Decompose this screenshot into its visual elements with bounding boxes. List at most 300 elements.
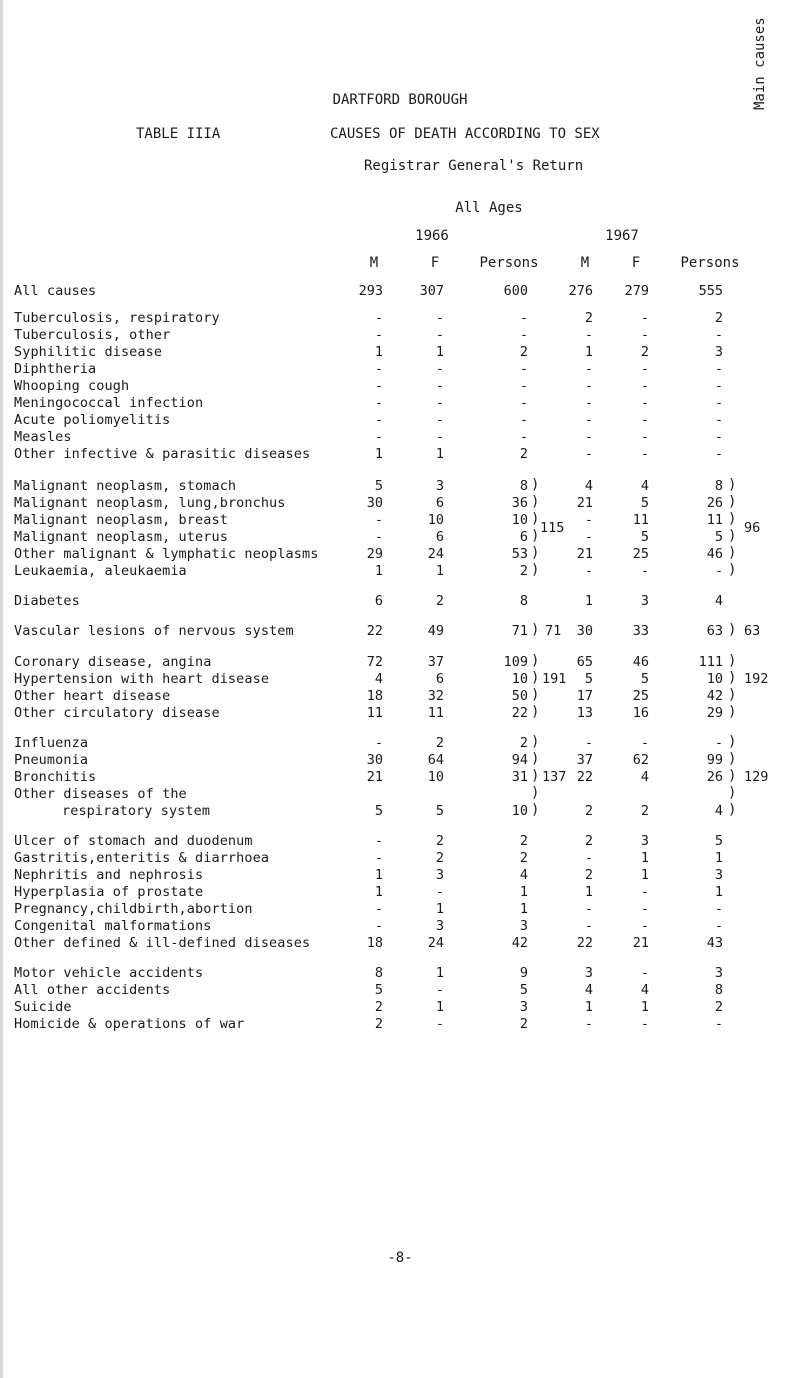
table-cell: - bbox=[584, 1016, 593, 1032]
table-cell: - bbox=[714, 361, 723, 377]
table-cell: 3 bbox=[584, 965, 593, 981]
table-cell: 4 bbox=[640, 769, 649, 785]
year-1966-header: 1966 bbox=[415, 228, 449, 244]
group-total-circulatory-main: 192 bbox=[744, 671, 769, 687]
table-cell: 4 bbox=[640, 982, 649, 998]
group-bracket-1966: ) bbox=[531, 785, 540, 801]
table-cell: 3 bbox=[519, 999, 528, 1015]
table-cell: 276 bbox=[568, 283, 593, 299]
row-label: Hypertension with heart disease bbox=[14, 671, 270, 687]
row-label: Gastritis,enteritis & diarrhoea bbox=[14, 850, 270, 866]
table-cell: 4 bbox=[584, 478, 593, 494]
group-total-vascular-main: 63 bbox=[744, 623, 761, 639]
row-label: Congenital malformations bbox=[14, 918, 212, 934]
row-label: Leukaemia, aleukaemia bbox=[14, 563, 187, 579]
table-cell: 5 bbox=[640, 529, 649, 545]
table-cell: 26 bbox=[706, 495, 723, 511]
row-label: Other circulatory disease bbox=[14, 705, 220, 721]
group-bracket-1966: ) bbox=[531, 768, 540, 784]
table-cell: 10 bbox=[511, 512, 528, 528]
group-bracket-1966: ) bbox=[531, 751, 540, 767]
col-persons-1967: Persons bbox=[680, 255, 740, 271]
row-label: Influenza bbox=[14, 735, 89, 751]
group-bracket-1967: ) bbox=[728, 545, 737, 561]
table-cell: 2 bbox=[714, 999, 723, 1015]
table-cell: 6 bbox=[374, 593, 383, 609]
table-cell: - bbox=[435, 361, 444, 377]
table-cell: 21 bbox=[366, 769, 383, 785]
table-cell: 1 bbox=[519, 901, 528, 917]
table-cell: 2 bbox=[519, 563, 528, 579]
table-cell: 1 bbox=[435, 344, 444, 360]
table-cell: 1 bbox=[584, 593, 593, 609]
table-cell: - bbox=[584, 901, 593, 917]
row-label: respiratory system bbox=[62, 803, 211, 819]
table-cell: 13 bbox=[576, 705, 593, 721]
table-cell: 3 bbox=[714, 965, 723, 981]
table-cell: 2 bbox=[519, 833, 528, 849]
table-cell: 4 bbox=[640, 478, 649, 494]
group-total-respiratory-main: 129 bbox=[744, 769, 769, 785]
table-cell: 1 bbox=[714, 884, 723, 900]
table-cell: 2 bbox=[519, 735, 528, 751]
table-cell: - bbox=[374, 327, 383, 343]
table-cell: 30 bbox=[576, 623, 593, 639]
table-cell: 22 bbox=[576, 769, 593, 785]
table-cell: 37 bbox=[427, 654, 444, 670]
table-cell: - bbox=[374, 310, 383, 326]
group-bracket-1967: ) bbox=[728, 768, 737, 784]
table-cell: - bbox=[584, 850, 593, 866]
table-cell: - bbox=[374, 735, 383, 751]
row-label: Other diseases of the bbox=[14, 786, 187, 802]
table-cell: 10 bbox=[427, 512, 444, 528]
table-cell: - bbox=[519, 429, 528, 445]
table-cell: - bbox=[714, 1016, 723, 1032]
table-cell: 279 bbox=[624, 283, 649, 299]
table-cell: 50 bbox=[511, 688, 528, 704]
main-causes-header: Main causes bbox=[752, 17, 768, 110]
table-cell: 46 bbox=[706, 546, 723, 562]
group-bracket-1967: ) bbox=[728, 494, 737, 510]
table-cell: 21 bbox=[576, 546, 593, 562]
group-bracket-1966: ) bbox=[531, 622, 540, 638]
table-cell: 2 bbox=[584, 867, 593, 883]
row-label: Motor vehicle accidents bbox=[14, 965, 204, 981]
group-bracket-1967: ) bbox=[728, 687, 737, 703]
table-cell: - bbox=[640, 1016, 649, 1032]
table-cell: 64 bbox=[427, 752, 444, 768]
table-cell: 3 bbox=[519, 918, 528, 934]
table-cell: 2 bbox=[519, 344, 528, 360]
table-cell: 8 bbox=[714, 478, 723, 494]
table-cell: - bbox=[374, 833, 383, 849]
table-cell: 32 bbox=[427, 688, 444, 704]
table-cell: 2 bbox=[714, 310, 723, 326]
table-cell: 2 bbox=[640, 803, 649, 819]
table-cell: - bbox=[640, 429, 649, 445]
table-cell: 65 bbox=[576, 654, 593, 670]
table-cell: 1 bbox=[640, 867, 649, 883]
table-cell: - bbox=[374, 918, 383, 934]
table-cell: 94 bbox=[511, 752, 528, 768]
table-cell: 49 bbox=[427, 623, 444, 639]
table-cell: - bbox=[584, 361, 593, 377]
row-label: All causes bbox=[14, 283, 97, 299]
table-cell: 3 bbox=[435, 867, 444, 883]
table-cell: - bbox=[714, 378, 723, 394]
row-label: Tuberculosis, other bbox=[14, 327, 171, 343]
row-label: Malignant neoplasm, breast bbox=[14, 512, 228, 528]
group-bracket-1967: ) bbox=[728, 477, 737, 493]
table-cell: - bbox=[435, 982, 444, 998]
row-label: Other heart disease bbox=[14, 688, 171, 704]
table-cell: 600 bbox=[503, 283, 528, 299]
table-cell: 6 bbox=[435, 671, 444, 687]
table-cell: 3 bbox=[714, 867, 723, 883]
table-cell: - bbox=[714, 395, 723, 411]
table-cell: 42 bbox=[511, 935, 528, 951]
group-bracket-1966: ) bbox=[531, 687, 540, 703]
table-cell: 10 bbox=[511, 671, 528, 687]
table-cell: - bbox=[640, 901, 649, 917]
group-bracket-1967: ) bbox=[728, 785, 737, 801]
page-number: -8- bbox=[387, 1250, 413, 1266]
table-cell: - bbox=[435, 395, 444, 411]
table-cell: 11 bbox=[632, 512, 649, 528]
table-cell: 5 bbox=[374, 478, 383, 494]
table-cell: 36 bbox=[511, 495, 528, 511]
table-cell: 4 bbox=[584, 982, 593, 998]
group-bracket-1966: ) bbox=[531, 670, 540, 686]
row-label: Other defined & ill-defined diseases bbox=[14, 935, 311, 951]
col-m-1966: M bbox=[369, 255, 379, 271]
group-bracket-1966: ) bbox=[531, 562, 540, 578]
row-label: Diabetes bbox=[14, 593, 80, 609]
borough-title: DARTFORD BOROUGH bbox=[332, 92, 468, 108]
table-cell: - bbox=[374, 378, 383, 394]
group-bracket-1966: ) bbox=[531, 528, 540, 544]
table-cell: 2 bbox=[584, 310, 593, 326]
table-cell: - bbox=[714, 918, 723, 934]
table-cell: - bbox=[640, 918, 649, 934]
table-cell: 33 bbox=[632, 623, 649, 639]
table-cell: - bbox=[374, 361, 383, 377]
table-cell: - bbox=[519, 310, 528, 326]
table-cell: - bbox=[714, 563, 723, 579]
table-cell: 2 bbox=[435, 593, 444, 609]
row-label: Whooping cough bbox=[14, 378, 130, 394]
row-label: Malignant neoplasm, lung,bronchus bbox=[14, 495, 286, 511]
table-cell: 4 bbox=[519, 867, 528, 883]
table-cell: - bbox=[640, 563, 649, 579]
table-cell: 5 bbox=[714, 529, 723, 545]
table-cell: - bbox=[640, 884, 649, 900]
table-cell: 63 bbox=[706, 623, 723, 639]
table-cell: 18 bbox=[366, 688, 383, 704]
table-cell: - bbox=[519, 361, 528, 377]
group-bracket-1966: ) bbox=[531, 734, 540, 750]
row-label: Acute poliomyelitis bbox=[14, 412, 171, 428]
table-cell: - bbox=[640, 965, 649, 981]
table-cell: - bbox=[584, 563, 593, 579]
table-cell: - bbox=[374, 901, 383, 917]
table-cell: 16 bbox=[632, 705, 649, 721]
row-label: Meningococcal infection bbox=[14, 395, 204, 411]
row-label: Measles bbox=[14, 429, 72, 445]
table-cell: - bbox=[435, 884, 444, 900]
row-label: Diphtheria bbox=[14, 361, 97, 377]
table-cell: - bbox=[374, 529, 383, 545]
table-cell: - bbox=[435, 1016, 444, 1032]
table-cell: 2 bbox=[374, 1016, 383, 1032]
row-label: Tuberculosis, respiratory bbox=[14, 310, 220, 326]
table-cell: - bbox=[435, 378, 444, 394]
table-cell: - bbox=[584, 429, 593, 445]
table-cell: 9 bbox=[519, 965, 528, 981]
table-cell: 11 bbox=[706, 512, 723, 528]
group-bracket-1966: ) bbox=[531, 653, 540, 669]
table-cell: 555 bbox=[698, 283, 723, 299]
table-cell: 11 bbox=[427, 705, 444, 721]
row-label: Suicide bbox=[14, 999, 72, 1015]
table-cell: 6 bbox=[519, 529, 528, 545]
table-cell: 1 bbox=[374, 563, 383, 579]
table-cell: - bbox=[584, 918, 593, 934]
group-bracket-1966: ) bbox=[531, 704, 540, 720]
group-bracket-1967: ) bbox=[728, 562, 737, 578]
table-cell: 5 bbox=[584, 671, 593, 687]
table-cell: - bbox=[584, 512, 593, 528]
group-bracket-1967: ) bbox=[728, 802, 737, 818]
table-cell: - bbox=[714, 901, 723, 917]
table-cell: 53 bbox=[511, 546, 528, 562]
row-label: Homicide & operations of war bbox=[14, 1016, 245, 1032]
table-cell: 25 bbox=[632, 688, 649, 704]
table-cell: - bbox=[435, 429, 444, 445]
table-cell: 46 bbox=[632, 654, 649, 670]
group-bracket-1967: ) bbox=[728, 670, 737, 686]
table-cell: 1 bbox=[714, 850, 723, 866]
table-cell: 4 bbox=[714, 593, 723, 609]
table-cell: 8 bbox=[519, 593, 528, 609]
table-cell: - bbox=[640, 310, 649, 326]
group-bracket-1967: ) bbox=[728, 751, 737, 767]
table-cell: 2 bbox=[519, 446, 528, 462]
table-cell: - bbox=[519, 395, 528, 411]
table-cell: 72 bbox=[366, 654, 383, 670]
table-cell: 3 bbox=[640, 833, 649, 849]
table-cell: 3 bbox=[435, 918, 444, 934]
table-cell: - bbox=[374, 512, 383, 528]
table-cell: 5 bbox=[714, 833, 723, 849]
table-cell: - bbox=[714, 735, 723, 751]
table-cell: - bbox=[374, 850, 383, 866]
table-cell: 24 bbox=[427, 935, 444, 951]
table-cell: - bbox=[435, 310, 444, 326]
row-label: Malignant neoplasm, uterus bbox=[14, 529, 228, 545]
table-id: TABLE IIIA bbox=[136, 126, 221, 142]
table-cell: - bbox=[714, 429, 723, 445]
table-cell: - bbox=[584, 529, 593, 545]
table-cell: 37 bbox=[576, 752, 593, 768]
table-cell: 111 bbox=[698, 654, 723, 670]
table-cell: 22 bbox=[366, 623, 383, 639]
table-cell: 6 bbox=[435, 495, 444, 511]
table-cell: - bbox=[640, 361, 649, 377]
table-cell: 25 bbox=[632, 546, 649, 562]
table-cell: 21 bbox=[632, 935, 649, 951]
table-cell: - bbox=[584, 735, 593, 751]
table-cell: 8 bbox=[714, 982, 723, 998]
row-label: Vascular lesions of nervous system bbox=[14, 623, 294, 639]
table-cell: 1 bbox=[374, 867, 383, 883]
table-cell: - bbox=[714, 412, 723, 428]
table-cell: 8 bbox=[374, 965, 383, 981]
table-cell: 30 bbox=[366, 752, 383, 768]
table-cell: - bbox=[435, 412, 444, 428]
year-1967-header: 1967 bbox=[605, 228, 639, 244]
table-cell: 42 bbox=[706, 688, 723, 704]
table-cell: 10 bbox=[511, 803, 528, 819]
group-bracket-1967: ) bbox=[728, 734, 737, 750]
table-cell: - bbox=[374, 395, 383, 411]
table-cell: - bbox=[519, 327, 528, 343]
group-total-vascular-1966: 71 bbox=[545, 623, 562, 639]
table-cell: 1 bbox=[640, 999, 649, 1015]
table-cell: 4 bbox=[374, 671, 383, 687]
table-cell: 3 bbox=[435, 478, 444, 494]
row-label: Pregnancy,childbirth,abortion bbox=[14, 901, 253, 917]
table-cell: 22 bbox=[511, 705, 528, 721]
row-label: Pneumonia bbox=[14, 752, 89, 768]
row-label: Ulcer of stomach and duodenum bbox=[14, 833, 253, 849]
table-cell: 5 bbox=[640, 495, 649, 511]
table-cell: 30 bbox=[366, 495, 383, 511]
table-cell: - bbox=[584, 412, 593, 428]
table-cell: 1 bbox=[435, 901, 444, 917]
table-cell: 2 bbox=[584, 833, 593, 849]
table-cell: - bbox=[435, 327, 444, 343]
table-cell: 31 bbox=[511, 769, 528, 785]
group-total-malignant-main: 96 bbox=[744, 520, 761, 536]
table-cell: 8 bbox=[519, 478, 528, 494]
table-cell: 26 bbox=[706, 769, 723, 785]
table-cell: 18 bbox=[366, 935, 383, 951]
table-cell: 293 bbox=[358, 283, 383, 299]
table-cell: 1 bbox=[435, 446, 444, 462]
table-cell: - bbox=[714, 446, 723, 462]
table-cell: 99 bbox=[706, 752, 723, 768]
table-cell: - bbox=[640, 327, 649, 343]
table-cell: 1 bbox=[374, 344, 383, 360]
group-total-respiratory-1966: 137 bbox=[542, 769, 567, 785]
row-label: Other malignant & lymphatic neoplasms bbox=[14, 546, 319, 562]
row-label: Hyperplasia of prostate bbox=[14, 884, 204, 900]
table-cell: 5 bbox=[519, 982, 528, 998]
group-bracket-1967: ) bbox=[728, 653, 737, 669]
table-cell: - bbox=[714, 327, 723, 343]
table-cell: 109 bbox=[503, 654, 528, 670]
group-bracket-1966: ) bbox=[531, 545, 540, 561]
table-cell: 5 bbox=[374, 982, 383, 998]
all-ages-header: All Ages bbox=[455, 200, 523, 216]
table-cell: 1 bbox=[435, 999, 444, 1015]
table-cell: 10 bbox=[427, 769, 444, 785]
col-persons-1966: Persons bbox=[479, 255, 539, 271]
table-cell: - bbox=[640, 412, 649, 428]
group-bracket-1967: ) bbox=[728, 704, 737, 720]
table-cell: 1 bbox=[584, 344, 593, 360]
table-cell: 2 bbox=[640, 344, 649, 360]
group-total-malignant-1966: 115 bbox=[540, 520, 565, 536]
table-cell: 29 bbox=[366, 546, 383, 562]
table-cell: 1 bbox=[519, 884, 528, 900]
table-cell: 29 bbox=[706, 705, 723, 721]
group-bracket-1967: ) bbox=[728, 622, 737, 638]
table-cell: 3 bbox=[640, 593, 649, 609]
table-cell: - bbox=[584, 395, 593, 411]
page-edge bbox=[0, 0, 3, 1378]
table-cell: - bbox=[374, 429, 383, 445]
table-title: CAUSES OF DEATH ACCORDING TO SEX bbox=[330, 126, 600, 142]
row-label: Syphilitic disease bbox=[14, 344, 163, 360]
table-cell: 2 bbox=[435, 833, 444, 849]
table-cell: 2 bbox=[374, 999, 383, 1015]
table-cell: 3 bbox=[714, 344, 723, 360]
table-cell: 1 bbox=[584, 884, 593, 900]
table-cell: 1 bbox=[374, 884, 383, 900]
group-bracket-1967: ) bbox=[728, 528, 737, 544]
table-cell: 1 bbox=[374, 446, 383, 462]
table-cell: 2 bbox=[435, 850, 444, 866]
table-cell: 4 bbox=[714, 803, 723, 819]
table-cell: 71 bbox=[511, 623, 528, 639]
table-cell: 2 bbox=[435, 735, 444, 751]
table-cell: 5 bbox=[374, 803, 383, 819]
row-label: Coronary disease, angina bbox=[14, 654, 212, 670]
table-cell: 5 bbox=[640, 671, 649, 687]
table-cell: 24 bbox=[427, 546, 444, 562]
row-label: Nephritis and nephrosis bbox=[14, 867, 204, 883]
table-cell: 2 bbox=[519, 850, 528, 866]
group-bracket-1966: ) bbox=[531, 477, 540, 493]
table-cell: 307 bbox=[419, 283, 444, 299]
table-cell: - bbox=[519, 378, 528, 394]
col-m-1967: M bbox=[580, 255, 590, 271]
table-cell: - bbox=[584, 378, 593, 394]
row-label: Other infective & parasitic diseases bbox=[14, 446, 311, 462]
table-cell: 2 bbox=[519, 1016, 528, 1032]
table-cell: 11 bbox=[366, 705, 383, 721]
table-cell: 1 bbox=[435, 563, 444, 579]
table-cell: 2 bbox=[584, 803, 593, 819]
group-bracket-1966: ) bbox=[531, 494, 540, 510]
row-label: Malignant neoplasm, stomach bbox=[14, 478, 237, 494]
table-cell: 17 bbox=[576, 688, 593, 704]
table-cell: - bbox=[584, 446, 593, 462]
table-cell: 1 bbox=[584, 999, 593, 1015]
col-f-1967: F bbox=[631, 255, 641, 271]
table-cell: 1 bbox=[435, 965, 444, 981]
table-cell: - bbox=[584, 327, 593, 343]
table-cell: - bbox=[640, 735, 649, 751]
table-cell: 43 bbox=[706, 935, 723, 951]
table-cell: - bbox=[519, 412, 528, 428]
table-subtitle: Registrar General's Return bbox=[364, 158, 584, 174]
group-bracket-1966: ) bbox=[531, 802, 540, 818]
table-cell: 5 bbox=[435, 803, 444, 819]
